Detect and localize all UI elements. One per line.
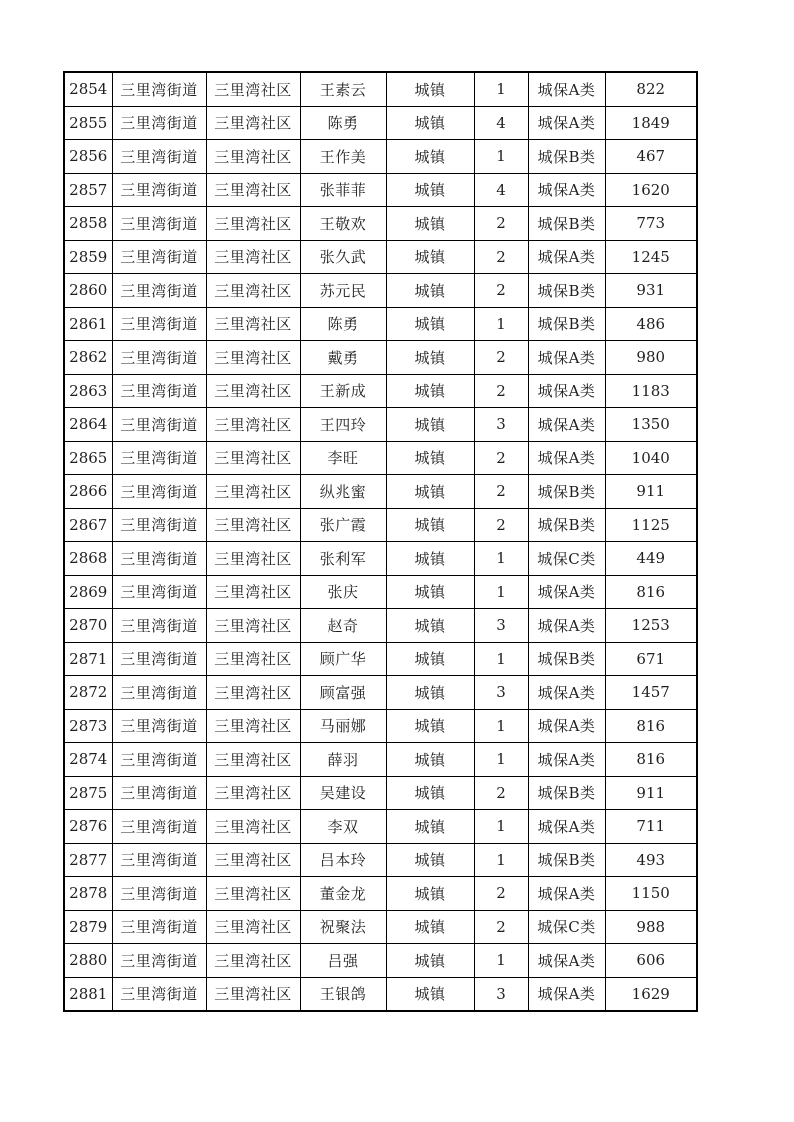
community-cell: 三里湾社区: [206, 307, 300, 341]
amount-cell: 911: [605, 475, 697, 509]
street-cell: 三里湾街道: [112, 508, 206, 542]
row-number-cell: 2855: [64, 106, 112, 140]
row-number-cell: 2864: [64, 408, 112, 442]
insurance-category-cell: 城保A类: [528, 877, 605, 911]
amount-cell: 486: [605, 307, 697, 341]
amount-cell: 911: [605, 776, 697, 810]
table-row: [64, 575, 697, 609]
amount-cell: 493: [605, 843, 697, 877]
insurance-category-cell: 城保A类: [528, 709, 605, 743]
street-cell: 三里湾街道: [112, 173, 206, 207]
community-cell: 三里湾社区: [206, 173, 300, 207]
row-number-cell: 2870: [64, 609, 112, 643]
street-cell: 三里湾街道: [112, 743, 206, 777]
row-number-cell: 2862: [64, 341, 112, 375]
person-name-cell: 顾广华: [300, 642, 386, 676]
community-cell: 三里湾社区: [206, 240, 300, 274]
person-count-cell: 2: [474, 207, 528, 241]
row-number-cell: 2854: [64, 72, 112, 106]
residence-type-cell: 城镇: [386, 441, 474, 475]
amount-cell: 1040: [605, 441, 697, 475]
community-cell: 三里湾社区: [206, 140, 300, 174]
residence-type-cell: 城镇: [386, 341, 474, 375]
insurance-category-cell: 城保A类: [528, 173, 605, 207]
residence-type-cell: 城镇: [386, 542, 474, 576]
person-count-cell: 1: [474, 542, 528, 576]
amount-cell: 1849: [605, 106, 697, 140]
person-name-cell: 张菲菲: [300, 173, 386, 207]
insurance-category-cell: 城保B类: [528, 843, 605, 877]
row-number-cell: 2865: [64, 441, 112, 475]
street-cell: 三里湾街道: [112, 72, 206, 106]
amount-cell: 1629: [605, 977, 697, 1011]
residence-type-cell: 城镇: [386, 106, 474, 140]
row-number-cell: 2871: [64, 642, 112, 676]
community-cell: 三里湾社区: [206, 72, 300, 106]
table-row: [64, 977, 697, 1011]
table-row: [64, 475, 697, 509]
row-number-cell: 2880: [64, 944, 112, 978]
row-number-cell: 2866: [64, 475, 112, 509]
person-name-cell: 薛羽: [300, 743, 386, 777]
benefits-table: [63, 71, 698, 1012]
person-count-cell: 2: [474, 508, 528, 542]
person-name-cell: 吕本玲: [300, 843, 386, 877]
community-cell: 三里湾社区: [206, 843, 300, 877]
amount-cell: 980: [605, 341, 697, 375]
amount-cell: 1183: [605, 374, 697, 408]
amount-cell: 1245: [605, 240, 697, 274]
person-count-cell: 3: [474, 977, 528, 1011]
street-cell: 三里湾街道: [112, 843, 206, 877]
row-number-cell: 2859: [64, 240, 112, 274]
person-name-cell: 张久武: [300, 240, 386, 274]
person-count-cell: 2: [474, 341, 528, 375]
person-count-cell: 3: [474, 676, 528, 710]
table-row: [64, 441, 697, 475]
person-count-cell: 1: [474, 140, 528, 174]
table-row: [64, 72, 697, 106]
person-name-cell: 吕强: [300, 944, 386, 978]
community-cell: 三里湾社区: [206, 810, 300, 844]
row-number-cell: 2881: [64, 977, 112, 1011]
person-count-cell: 4: [474, 106, 528, 140]
insurance-category-cell: 城保A类: [528, 810, 605, 844]
street-cell: 三里湾街道: [112, 106, 206, 140]
table-body: [64, 72, 697, 1011]
insurance-category-cell: 城保A类: [528, 240, 605, 274]
row-number-cell: 2868: [64, 542, 112, 576]
person-name-cell: 顾富强: [300, 676, 386, 710]
table-row: [64, 140, 697, 174]
community-cell: 三里湾社区: [206, 944, 300, 978]
table-row: [64, 743, 697, 777]
street-cell: 三里湾街道: [112, 944, 206, 978]
person-count-cell: 2: [474, 910, 528, 944]
table-row: [64, 374, 697, 408]
person-count-cell: 2: [474, 776, 528, 810]
table-row: [64, 408, 697, 442]
table-row: [64, 642, 697, 676]
residence-type-cell: 城镇: [386, 475, 474, 509]
row-number-cell: 2856: [64, 140, 112, 174]
community-cell: 三里湾社区: [206, 341, 300, 375]
insurance-category-cell: 城保A类: [528, 72, 605, 106]
insurance-category-cell: 城保C类: [528, 910, 605, 944]
table-row: [64, 274, 697, 308]
community-cell: 三里湾社区: [206, 274, 300, 308]
insurance-category-cell: 城保B类: [528, 776, 605, 810]
table-row: [64, 207, 697, 241]
community-cell: 三里湾社区: [206, 642, 300, 676]
row-number-cell: 2860: [64, 274, 112, 308]
insurance-category-cell: 城保A类: [528, 374, 605, 408]
person-name-cell: 王银鸽: [300, 977, 386, 1011]
table-row: [64, 944, 697, 978]
residence-type-cell: 城镇: [386, 609, 474, 643]
table-row: [64, 106, 697, 140]
table-row: [64, 307, 697, 341]
row-number-cell: 2861: [64, 307, 112, 341]
community-cell: 三里湾社区: [206, 877, 300, 911]
insurance-category-cell: 城保A类: [528, 676, 605, 710]
row-number-cell: 2873: [64, 709, 112, 743]
table-row: [64, 240, 697, 274]
amount-cell: 773: [605, 207, 697, 241]
community-cell: 三里湾社区: [206, 776, 300, 810]
insurance-category-cell: 城保A类: [528, 106, 605, 140]
insurance-category-cell: 城保B类: [528, 475, 605, 509]
residence-type-cell: 城镇: [386, 207, 474, 241]
amount-cell: 671: [605, 642, 697, 676]
person-count-cell: 1: [474, 307, 528, 341]
amount-cell: 1150: [605, 877, 697, 911]
amount-cell: 816: [605, 575, 697, 609]
street-cell: 三里湾街道: [112, 475, 206, 509]
person-count-cell: 2: [474, 441, 528, 475]
person-count-cell: 1: [474, 743, 528, 777]
table-row: [64, 508, 697, 542]
residence-type-cell: 城镇: [386, 776, 474, 810]
residence-type-cell: 城镇: [386, 944, 474, 978]
amount-cell: 816: [605, 743, 697, 777]
residence-type-cell: 城镇: [386, 140, 474, 174]
person-count-cell: 1: [474, 709, 528, 743]
person-count-cell: 2: [474, 475, 528, 509]
street-cell: 三里湾街道: [112, 676, 206, 710]
community-cell: 三里湾社区: [206, 508, 300, 542]
person-count-cell: 2: [474, 240, 528, 274]
street-cell: 三里湾街道: [112, 240, 206, 274]
person-count-cell: 1: [474, 810, 528, 844]
street-cell: 三里湾街道: [112, 408, 206, 442]
residence-type-cell: 城镇: [386, 843, 474, 877]
person-count-cell: 4: [474, 173, 528, 207]
community-cell: 三里湾社区: [206, 106, 300, 140]
insurance-category-cell: 城保C类: [528, 542, 605, 576]
residence-type-cell: 城镇: [386, 676, 474, 710]
community-cell: 三里湾社区: [206, 374, 300, 408]
row-number-cell: 2878: [64, 877, 112, 911]
street-cell: 三里湾街道: [112, 810, 206, 844]
street-cell: 三里湾街道: [112, 575, 206, 609]
street-cell: 三里湾街道: [112, 977, 206, 1011]
street-cell: 三里湾街道: [112, 374, 206, 408]
residence-type-cell: 城镇: [386, 977, 474, 1011]
insurance-category-cell: 城保A类: [528, 609, 605, 643]
row-number-cell: 2877: [64, 843, 112, 877]
amount-cell: 931: [605, 274, 697, 308]
street-cell: 三里湾街道: [112, 207, 206, 241]
insurance-category-cell: 城保A类: [528, 575, 605, 609]
residence-type-cell: 城镇: [386, 877, 474, 911]
community-cell: 三里湾社区: [206, 207, 300, 241]
street-cell: 三里湾街道: [112, 877, 206, 911]
amount-cell: 1253: [605, 609, 697, 643]
person-name-cell: 陈勇: [300, 307, 386, 341]
table-row: [64, 843, 697, 877]
street-cell: 三里湾街道: [112, 341, 206, 375]
residence-type-cell: 城镇: [386, 307, 474, 341]
insurance-category-cell: 城保A类: [528, 944, 605, 978]
person-count-cell: 2: [474, 274, 528, 308]
insurance-category-cell: 城保A类: [528, 408, 605, 442]
table-row: [64, 810, 697, 844]
table-row: [64, 173, 697, 207]
insurance-category-cell: 城保B类: [528, 642, 605, 676]
insurance-category-cell: 城保B类: [528, 307, 605, 341]
residence-type-cell: 城镇: [386, 72, 474, 106]
community-cell: 三里湾社区: [206, 910, 300, 944]
person-count-cell: 2: [474, 374, 528, 408]
person-name-cell: 张利军: [300, 542, 386, 576]
residence-type-cell: 城镇: [386, 642, 474, 676]
residence-type-cell: 城镇: [386, 910, 474, 944]
insurance-category-cell: 城保B类: [528, 508, 605, 542]
street-cell: 三里湾街道: [112, 140, 206, 174]
street-cell: 三里湾街道: [112, 709, 206, 743]
person-name-cell: 陈勇: [300, 106, 386, 140]
community-cell: 三里湾社区: [206, 475, 300, 509]
table-row: [64, 877, 697, 911]
residence-type-cell: 城镇: [386, 575, 474, 609]
person-name-cell: 王素云: [300, 72, 386, 106]
community-cell: 三里湾社区: [206, 743, 300, 777]
insurance-category-cell: 城保B类: [528, 140, 605, 174]
row-number-cell: 2869: [64, 575, 112, 609]
street-cell: 三里湾街道: [112, 307, 206, 341]
residence-type-cell: 城镇: [386, 374, 474, 408]
insurance-category-cell: 城保A类: [528, 341, 605, 375]
person-name-cell: 李旺: [300, 441, 386, 475]
residence-type-cell: 城镇: [386, 743, 474, 777]
person-name-cell: 王作美: [300, 140, 386, 174]
insurance-category-cell: 城保B类: [528, 274, 605, 308]
street-cell: 三里湾街道: [112, 441, 206, 475]
row-number-cell: 2874: [64, 743, 112, 777]
community-cell: 三里湾社区: [206, 575, 300, 609]
amount-cell: 1125: [605, 508, 697, 542]
community-cell: 三里湾社区: [206, 709, 300, 743]
person-name-cell: 苏元民: [300, 274, 386, 308]
person-name-cell: 吴建设: [300, 776, 386, 810]
amount-cell: 816: [605, 709, 697, 743]
row-number-cell: 2858: [64, 207, 112, 241]
community-cell: 三里湾社区: [206, 676, 300, 710]
community-cell: 三里湾社区: [206, 408, 300, 442]
person-name-cell: 张庆: [300, 575, 386, 609]
residence-type-cell: 城镇: [386, 408, 474, 442]
person-name-cell: 马丽娜: [300, 709, 386, 743]
table-row: [64, 709, 697, 743]
street-cell: 三里湾街道: [112, 542, 206, 576]
person-name-cell: 王新成: [300, 374, 386, 408]
amount-cell: 822: [605, 72, 697, 106]
person-count-cell: 1: [474, 642, 528, 676]
person-count-cell: 2: [474, 877, 528, 911]
table-row: [64, 910, 697, 944]
street-cell: 三里湾街道: [112, 910, 206, 944]
person-count-cell: 1: [474, 72, 528, 106]
amount-cell: 449: [605, 542, 697, 576]
row-number-cell: 2872: [64, 676, 112, 710]
residence-type-cell: 城镇: [386, 709, 474, 743]
table-row: [64, 542, 697, 576]
row-number-cell: 2857: [64, 173, 112, 207]
amount-cell: 1457: [605, 676, 697, 710]
residence-type-cell: 城镇: [386, 173, 474, 207]
person-name-cell: 董金龙: [300, 877, 386, 911]
person-count-cell: 1: [474, 944, 528, 978]
table-row: [64, 341, 697, 375]
row-number-cell: 2867: [64, 508, 112, 542]
person-count-cell: 3: [474, 609, 528, 643]
person-name-cell: 李双: [300, 810, 386, 844]
insurance-category-cell: 城保A类: [528, 977, 605, 1011]
row-number-cell: 2863: [64, 374, 112, 408]
residence-type-cell: 城镇: [386, 240, 474, 274]
amount-cell: 711: [605, 810, 697, 844]
table-row: [64, 776, 697, 810]
person-name-cell: 戴勇: [300, 341, 386, 375]
person-name-cell: 纵兆蜜: [300, 475, 386, 509]
row-number-cell: 2875: [64, 776, 112, 810]
person-name-cell: 王四玲: [300, 408, 386, 442]
street-cell: 三里湾街道: [112, 776, 206, 810]
amount-cell: 606: [605, 944, 697, 978]
residence-type-cell: 城镇: [386, 274, 474, 308]
table-row: [64, 609, 697, 643]
insurance-category-cell: 城保A类: [528, 441, 605, 475]
row-number-cell: 2876: [64, 810, 112, 844]
person-name-cell: 张广霞: [300, 508, 386, 542]
row-number-cell: 2879: [64, 910, 112, 944]
community-cell: 三里湾社区: [206, 977, 300, 1011]
person-count-cell: 3: [474, 408, 528, 442]
amount-cell: 467: [605, 140, 697, 174]
residence-type-cell: 城镇: [386, 810, 474, 844]
street-cell: 三里湾街道: [112, 609, 206, 643]
street-cell: 三里湾街道: [112, 274, 206, 308]
insurance-category-cell: 城保B类: [528, 207, 605, 241]
insurance-category-cell: 城保A类: [528, 743, 605, 777]
community-cell: 三里湾社区: [206, 542, 300, 576]
person-name-cell: 赵奇: [300, 609, 386, 643]
person-count-cell: 1: [474, 575, 528, 609]
street-cell: 三里湾街道: [112, 642, 206, 676]
person-name-cell: 祝聚法: [300, 910, 386, 944]
person-name-cell: 王敬欢: [300, 207, 386, 241]
person-count-cell: 1: [474, 843, 528, 877]
amount-cell: 1350: [605, 408, 697, 442]
residence-type-cell: 城镇: [386, 508, 474, 542]
amount-cell: 988: [605, 910, 697, 944]
community-cell: 三里湾社区: [206, 441, 300, 475]
community-cell: 三里湾社区: [206, 609, 300, 643]
amount-cell: 1620: [605, 173, 697, 207]
table-row: [64, 676, 697, 710]
